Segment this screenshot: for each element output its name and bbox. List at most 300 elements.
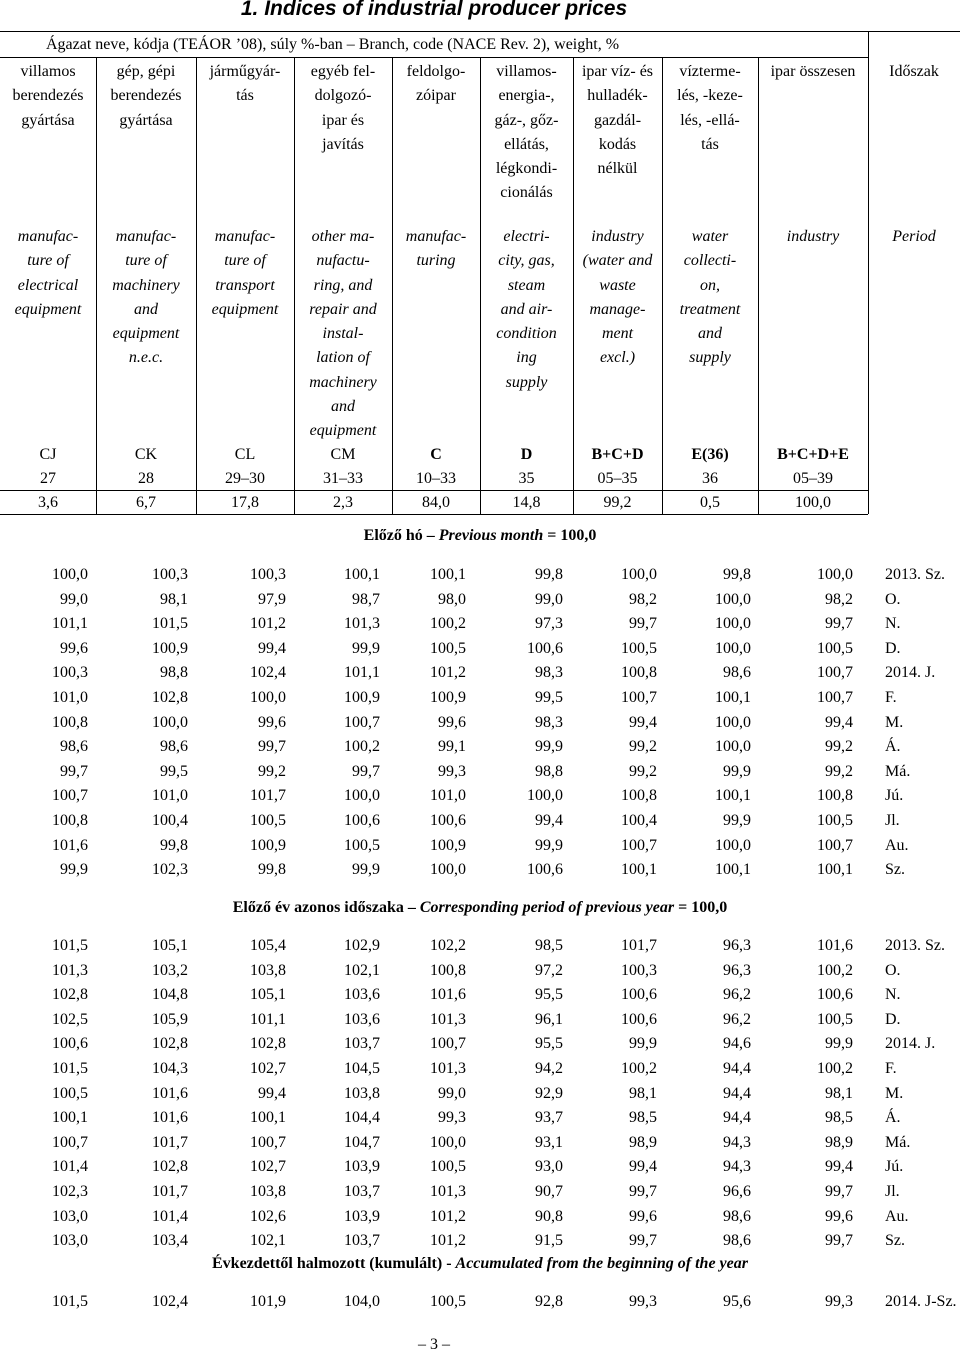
index-value: 101,3: [430, 1010, 466, 1028]
col-header-en: water collecti- on, treatment and supply: [679, 228, 741, 367]
col-weight: 100,0: [795, 494, 831, 511]
index-value: 100,2: [430, 615, 466, 633]
table-row: [0, 1082, 960, 1106]
table-row: [0, 1057, 960, 1081]
index-value: 101,0: [430, 787, 466, 805]
index-value: 99,6: [258, 713, 286, 731]
index-value: 103,2: [152, 961, 188, 979]
col-header-hu: ipar összesen: [770, 63, 856, 80]
index-value: 99,2: [629, 762, 657, 780]
index-value: 99,3: [438, 762, 466, 780]
period-label: Má.: [885, 762, 911, 780]
table-row: [0, 1155, 960, 1179]
index-value: 100,1: [715, 787, 751, 805]
col-nace: 10–33: [416, 470, 456, 487]
period-label: F.: [885, 1060, 897, 1077]
index-value: 101,5: [52, 1293, 88, 1310]
period-label: N.: [885, 986, 901, 1004]
index-value: 100,6: [621, 986, 657, 1004]
table-row: [0, 1008, 960, 1032]
col-header-hu: vízterme- lés, -keze- lés, -ellá- tás: [677, 63, 743, 153]
table-row: [0, 563, 960, 587]
index-value: 99,8: [258, 861, 286, 879]
index-value: 100,6: [817, 986, 853, 1004]
index-value: 99,9: [60, 861, 88, 879]
index-value: 103,6: [344, 986, 380, 1004]
index-value: 104,0: [344, 1293, 380, 1310]
index-value: 99,8: [160, 836, 188, 854]
index-value: 105,1: [250, 986, 286, 1004]
index-value: 100,8: [52, 713, 88, 731]
col-weight: 99,2: [603, 494, 632, 511]
index-value: 102,1: [250, 1232, 286, 1250]
index-value: 100,0: [621, 566, 657, 583]
index-value: 103,8: [250, 1183, 286, 1200]
period-label: 2014. J.: [885, 664, 936, 682]
period-label: O.: [885, 590, 901, 608]
index-value: 98,1: [629, 1084, 657, 1102]
index-value: 100,0: [250, 689, 286, 706]
index-value: 103,6: [344, 1010, 380, 1028]
index-value: 99,1: [438, 738, 466, 756]
index-value: 104,5: [344, 1060, 380, 1077]
header-top-rule: [0, 31, 960, 32]
col-header-en: manufac- ture of transport equipment: [211, 228, 279, 318]
index-value: 99,6: [825, 1207, 853, 1225]
col-divider: [868, 31, 869, 514]
index-value: 95,5: [535, 1035, 563, 1053]
col-code: B+C+D: [591, 446, 644, 463]
index-value: 101,3: [344, 615, 380, 633]
index-value: 102,7: [250, 1158, 286, 1176]
index-value: 100,3: [152, 566, 188, 583]
index-value: 100,6: [430, 812, 466, 829]
index-value: 103,4: [152, 1232, 188, 1250]
index-value: 100,2: [817, 1060, 853, 1077]
index-value: 100,4: [621, 812, 657, 829]
index-value: 99,4: [629, 1158, 657, 1176]
index-value: 100,9: [250, 836, 286, 854]
index-value: 99,3: [629, 1293, 657, 1310]
index-value: 101,6: [52, 836, 88, 854]
table-row: [0, 1180, 960, 1204]
index-value: 100,5: [817, 1010, 853, 1028]
index-value: 99,2: [825, 762, 853, 780]
table-row: [0, 637, 960, 661]
index-value: 104,7: [344, 1133, 380, 1151]
period-label: Au.: [885, 836, 909, 854]
index-value: 101,2: [430, 1207, 466, 1225]
index-value: 99,5: [535, 689, 563, 706]
index-value: 98,8: [160, 664, 188, 682]
period-label: Sz.: [885, 861, 905, 879]
col-code: D: [520, 446, 533, 463]
index-value: 92,9: [535, 1084, 563, 1102]
index-value: 100,6: [621, 1010, 657, 1028]
index-value: 100,7: [817, 689, 853, 706]
index-value: 101,3: [52, 961, 88, 979]
index-value: 102,9: [344, 937, 380, 954]
index-value: 99,0: [535, 590, 563, 608]
index-value: 100,3: [250, 566, 286, 583]
col-header-en: other ma- nufactu- ring, and repair and instal- lation of machinery and equipment: [309, 228, 377, 440]
index-value: 99,7: [825, 615, 853, 633]
index-value: 99,9: [629, 1035, 657, 1053]
index-value: 99,9: [535, 738, 563, 756]
col-nace: 28: [138, 470, 154, 487]
section-heading-sep: –: [422, 527, 439, 544]
index-value: 105,1: [152, 937, 188, 954]
index-value: 100,7: [52, 1133, 88, 1151]
index-value: 100,7: [817, 836, 853, 854]
index-value: 101,7: [152, 1133, 188, 1151]
table-row: [0, 834, 960, 858]
index-value: 98,8: [535, 762, 563, 780]
index-value: 100,0: [715, 713, 751, 731]
index-value: 101,1: [52, 615, 88, 633]
col-header-hu: feldolgo- zóipar: [406, 63, 466, 105]
index-value: 101,5: [52, 1060, 88, 1077]
section-heading-base: = 100,0: [543, 527, 597, 544]
index-value: 101,9: [250, 1293, 286, 1310]
page-number: – 3 –: [418, 1336, 450, 1353]
col-nace: 36: [702, 470, 718, 487]
index-value: 90,7: [535, 1183, 563, 1200]
col-header-hu: ipar víz- és hulladék- gazdál- kodás nélkül: [581, 63, 654, 178]
index-value: 100,7: [621, 689, 657, 706]
index-value: 99,9: [723, 812, 751, 829]
index-value: 100,0: [817, 566, 853, 583]
index-value: 100,6: [52, 1035, 88, 1053]
index-value: 98,6: [723, 664, 751, 682]
section-heading: [0, 527, 960, 545]
index-value: 98,0: [438, 590, 466, 608]
index-value: 101,7: [621, 937, 657, 954]
period-label: 2014. J-Sz.: [885, 1293, 957, 1310]
period-header-hu: Időszak: [889, 63, 939, 80]
index-value: 98,6: [160, 738, 188, 756]
period-label: D.: [885, 639, 901, 657]
index-value: 96,2: [723, 1010, 751, 1028]
index-value: 98,6: [723, 1232, 751, 1250]
index-value: 102,4: [250, 664, 286, 682]
index-value: 102,3: [52, 1183, 88, 1200]
index-value: 98,7: [352, 590, 380, 608]
period-label: O.: [885, 961, 901, 979]
index-value: 100,3: [52, 664, 88, 682]
col-weight: 3,6: [38, 494, 58, 511]
index-value: 101,5: [152, 615, 188, 633]
period-label: N.: [885, 615, 901, 633]
period-label: M.: [885, 1084, 904, 1102]
index-value: 99,4: [825, 713, 853, 731]
index-value: 101,1: [344, 664, 380, 682]
period-label: Má.: [885, 1133, 911, 1151]
index-value: 98,5: [535, 937, 563, 954]
index-value: 99,7: [258, 738, 286, 756]
col-header-en: manufac- turing: [405, 228, 467, 270]
index-value: 104,8: [152, 986, 188, 1004]
table-row: [0, 1229, 960, 1253]
table-row: [0, 934, 960, 958]
index-value: 94,3: [723, 1158, 751, 1176]
col-header-en: industry: [786, 228, 840, 245]
index-value: 100,8: [621, 664, 657, 682]
index-value: 99,9: [825, 1035, 853, 1053]
index-value: 100,4: [152, 812, 188, 829]
col-nace: 05–39: [793, 470, 833, 487]
col-code: CM: [330, 446, 356, 463]
index-value: 99,0: [438, 1084, 466, 1102]
index-value: 98,5: [629, 1109, 657, 1127]
index-value: 99,7: [60, 762, 88, 780]
index-value: 101,7: [152, 1183, 188, 1200]
section-heading-en: Previous month: [438, 527, 544, 544]
col-header-hu: járműgyár- tás: [209, 63, 281, 105]
period-label: 2014. J.: [885, 1035, 936, 1053]
table-row: [0, 1131, 960, 1155]
index-value: 98,3: [535, 713, 563, 731]
index-value: 99,7: [825, 1183, 853, 1200]
index-value: 100,6: [527, 861, 563, 879]
index-value: 98,9: [629, 1133, 657, 1151]
table-row: [0, 661, 960, 685]
index-value: 100,1: [250, 1109, 286, 1127]
index-value: 98,1: [825, 1084, 853, 1102]
index-value: 99,0: [60, 590, 88, 608]
index-value: 101,1: [250, 1010, 286, 1028]
index-value: 100,5: [250, 812, 286, 829]
index-value: 105,9: [152, 1010, 188, 1028]
section-heading-sep: –: [403, 899, 420, 916]
index-value: 100,2: [817, 961, 853, 979]
col-weight: 17,8: [231, 494, 259, 511]
index-value: 103,7: [344, 1232, 380, 1250]
index-value: 97,3: [535, 615, 563, 633]
index-value: 99,6: [60, 639, 88, 657]
index-value: 98,1: [160, 590, 188, 608]
index-value: 98,6: [60, 738, 88, 756]
index-value: 94,2: [535, 1060, 563, 1077]
index-value: 100,0: [430, 861, 466, 879]
index-value: 102,5: [52, 1010, 88, 1028]
index-value: 98,3: [535, 664, 563, 682]
section-heading-en: Accumulated from the beginning of the year: [455, 1255, 748, 1272]
index-value: 103,0: [52, 1232, 88, 1250]
index-value: 101,2: [250, 615, 286, 633]
index-value: 100,6: [344, 812, 380, 829]
table-row: [0, 711, 960, 735]
index-value: 99,5: [160, 762, 188, 780]
index-value: 96,3: [723, 937, 751, 954]
index-value: 100,7: [344, 713, 380, 731]
index-value: 102,6: [250, 1207, 286, 1225]
period-label: Á.: [885, 738, 901, 756]
index-value: 100,5: [621, 639, 657, 657]
period-label: Jl.: [885, 812, 900, 829]
page-title: 1. Indices of industrial producer prices: [240, 0, 628, 20]
index-value: 99,7: [629, 615, 657, 633]
table-row: [0, 612, 960, 636]
index-value: 100,1: [715, 861, 751, 879]
index-value: 96,3: [723, 961, 751, 979]
period-label: 2013. Sz.: [885, 566, 945, 583]
col-code: B+C+D+E: [777, 446, 849, 463]
index-value: 91,5: [535, 1232, 563, 1250]
index-value: 99,2: [825, 738, 853, 756]
index-value: 100,8: [52, 812, 88, 829]
index-value: 100,0: [430, 1133, 466, 1151]
index-value: 100,1: [344, 566, 380, 583]
index-value: 101,2: [430, 1232, 466, 1250]
col-header-en: electri- city, gas, steam and air- condition ing supply: [496, 228, 557, 391]
index-value: 100,3: [621, 961, 657, 979]
index-value: 99,3: [825, 1293, 853, 1310]
index-value: 90,8: [535, 1207, 563, 1225]
index-value: 98,6: [723, 1207, 751, 1225]
index-value: 100,0: [52, 566, 88, 583]
index-value: 100,7: [430, 1035, 466, 1053]
index-value: 92,8: [535, 1293, 563, 1310]
index-value: 103,0: [52, 1207, 88, 1225]
index-value: 100,9: [430, 689, 466, 706]
index-value: 102,7: [250, 1060, 286, 1077]
index-value: 102,4: [152, 1293, 188, 1310]
index-value: 101,7: [250, 787, 286, 805]
col-nace: 27: [40, 470, 56, 487]
index-value: 100,0: [527, 787, 563, 805]
col-header-hu: gép, gépi berendezés gyártása: [110, 63, 182, 129]
index-value: 100,9: [152, 639, 188, 657]
index-value: 99,8: [723, 566, 751, 583]
col-weight: 14,8: [512, 494, 541, 511]
table-row: [0, 735, 960, 759]
index-value: 100,7: [621, 836, 657, 854]
col-code: C: [430, 446, 442, 463]
index-value: 100,5: [817, 812, 853, 829]
period-label: Jú.: [885, 787, 904, 805]
index-value: 101,6: [817, 937, 853, 954]
index-value: 102,1: [344, 961, 380, 979]
section-heading-hu: Évkezdettől halmozott (kumulált): [212, 1255, 443, 1272]
col-header-en: manufac- ture of electrical equipment: [14, 228, 82, 318]
period-label: Au.: [885, 1207, 909, 1225]
section-heading: [0, 1255, 960, 1273]
index-value: 101,2: [430, 664, 466, 682]
index-value: 99,9: [352, 639, 380, 657]
index-value: 99,4: [258, 1084, 286, 1102]
col-nace: 31–33: [323, 470, 363, 487]
col-weight: 6,7: [136, 494, 156, 511]
col-weight: 2,3: [333, 494, 353, 511]
index-value: 102,8: [152, 1035, 188, 1053]
index-value: 96,2: [723, 986, 751, 1004]
table-row: [0, 1106, 960, 1130]
index-value: 100,6: [527, 639, 563, 657]
index-value: 94,6: [723, 1035, 751, 1053]
col-nace: 05–35: [597, 470, 638, 487]
index-value: 99,7: [825, 1232, 853, 1250]
index-value: 100,5: [430, 1158, 466, 1176]
index-value: 97,9: [258, 590, 286, 608]
index-value: 102,2: [430, 937, 466, 954]
col-code: CL: [234, 446, 256, 463]
period-label: M.: [885, 713, 904, 731]
period-label: Jl.: [885, 1183, 900, 1200]
col-header-en: industry (water and waste manage- ment excl.): [582, 228, 653, 367]
index-value: 100,8: [621, 787, 657, 805]
col-header-en: manufac- ture of machinery and equipment n.e.c.: [112, 228, 180, 367]
col-header-hu: egyéb fel- dolgozó- ipar és javítás: [310, 63, 376, 153]
index-value: 101,0: [52, 689, 88, 706]
period-label: F.: [885, 689, 897, 706]
index-value: 99,9: [352, 861, 380, 879]
col-weight: 0,5: [700, 494, 720, 511]
table-row: [0, 1205, 960, 1229]
index-value: 100,0: [344, 787, 380, 805]
index-value: 96,6: [723, 1183, 751, 1200]
index-value: 99,7: [352, 762, 380, 780]
table-row: [0, 1032, 960, 1056]
section-heading-base: = 100,0: [674, 899, 728, 916]
table-row: [0, 983, 960, 1007]
index-value: 100,1: [52, 1109, 88, 1127]
index-value: 98,2: [629, 590, 657, 608]
index-value: 101,3: [430, 1060, 466, 1077]
index-value: 93,1: [535, 1133, 563, 1151]
index-value: 104,4: [344, 1109, 380, 1127]
index-value: 100,5: [430, 1293, 466, 1310]
index-value: 100,5: [817, 639, 853, 657]
index-value: 100,0: [715, 738, 751, 756]
index-value: 100,0: [715, 615, 751, 633]
index-value: 98,5: [825, 1109, 853, 1127]
index-value: 100,7: [817, 664, 853, 682]
col-code: CK: [134, 446, 158, 463]
col-code: E(36): [691, 446, 729, 463]
col-nace: 29–30: [225, 470, 265, 487]
index-value: 103,8: [250, 961, 286, 979]
section-heading-sep: -: [442, 1255, 456, 1272]
index-value: 97,2: [535, 961, 563, 979]
table-row: [0, 809, 960, 833]
index-value: 101,6: [430, 986, 466, 1004]
index-value: 100,0: [715, 836, 751, 854]
index-value: 100,9: [344, 689, 380, 706]
index-value: 102,8: [250, 1035, 286, 1053]
index-value: 103,8: [344, 1084, 380, 1102]
index-value: 105,4: [250, 937, 286, 954]
section-heading-en: Corresponding period of previous year: [419, 899, 675, 916]
index-value: 94,4: [723, 1084, 751, 1102]
index-value: 101,4: [152, 1207, 188, 1225]
index-value: 98,2: [825, 590, 853, 608]
period-label: Jú.: [885, 1158, 904, 1176]
index-value: 93,7: [535, 1109, 563, 1127]
index-value: 100,1: [817, 861, 853, 879]
index-value: 100,9: [430, 836, 466, 854]
index-value: 102,8: [152, 689, 188, 706]
index-value: 100,5: [52, 1084, 88, 1102]
index-value: 101,6: [152, 1084, 188, 1102]
index-value: 100,7: [52, 787, 88, 805]
col-weight: 84,0: [422, 494, 450, 511]
index-value: 101,5: [52, 937, 88, 954]
index-value: 102,8: [52, 986, 88, 1004]
index-value: 101,0: [152, 787, 188, 805]
index-value: 100,2: [621, 1060, 657, 1077]
index-value: 99,6: [629, 1207, 657, 1225]
